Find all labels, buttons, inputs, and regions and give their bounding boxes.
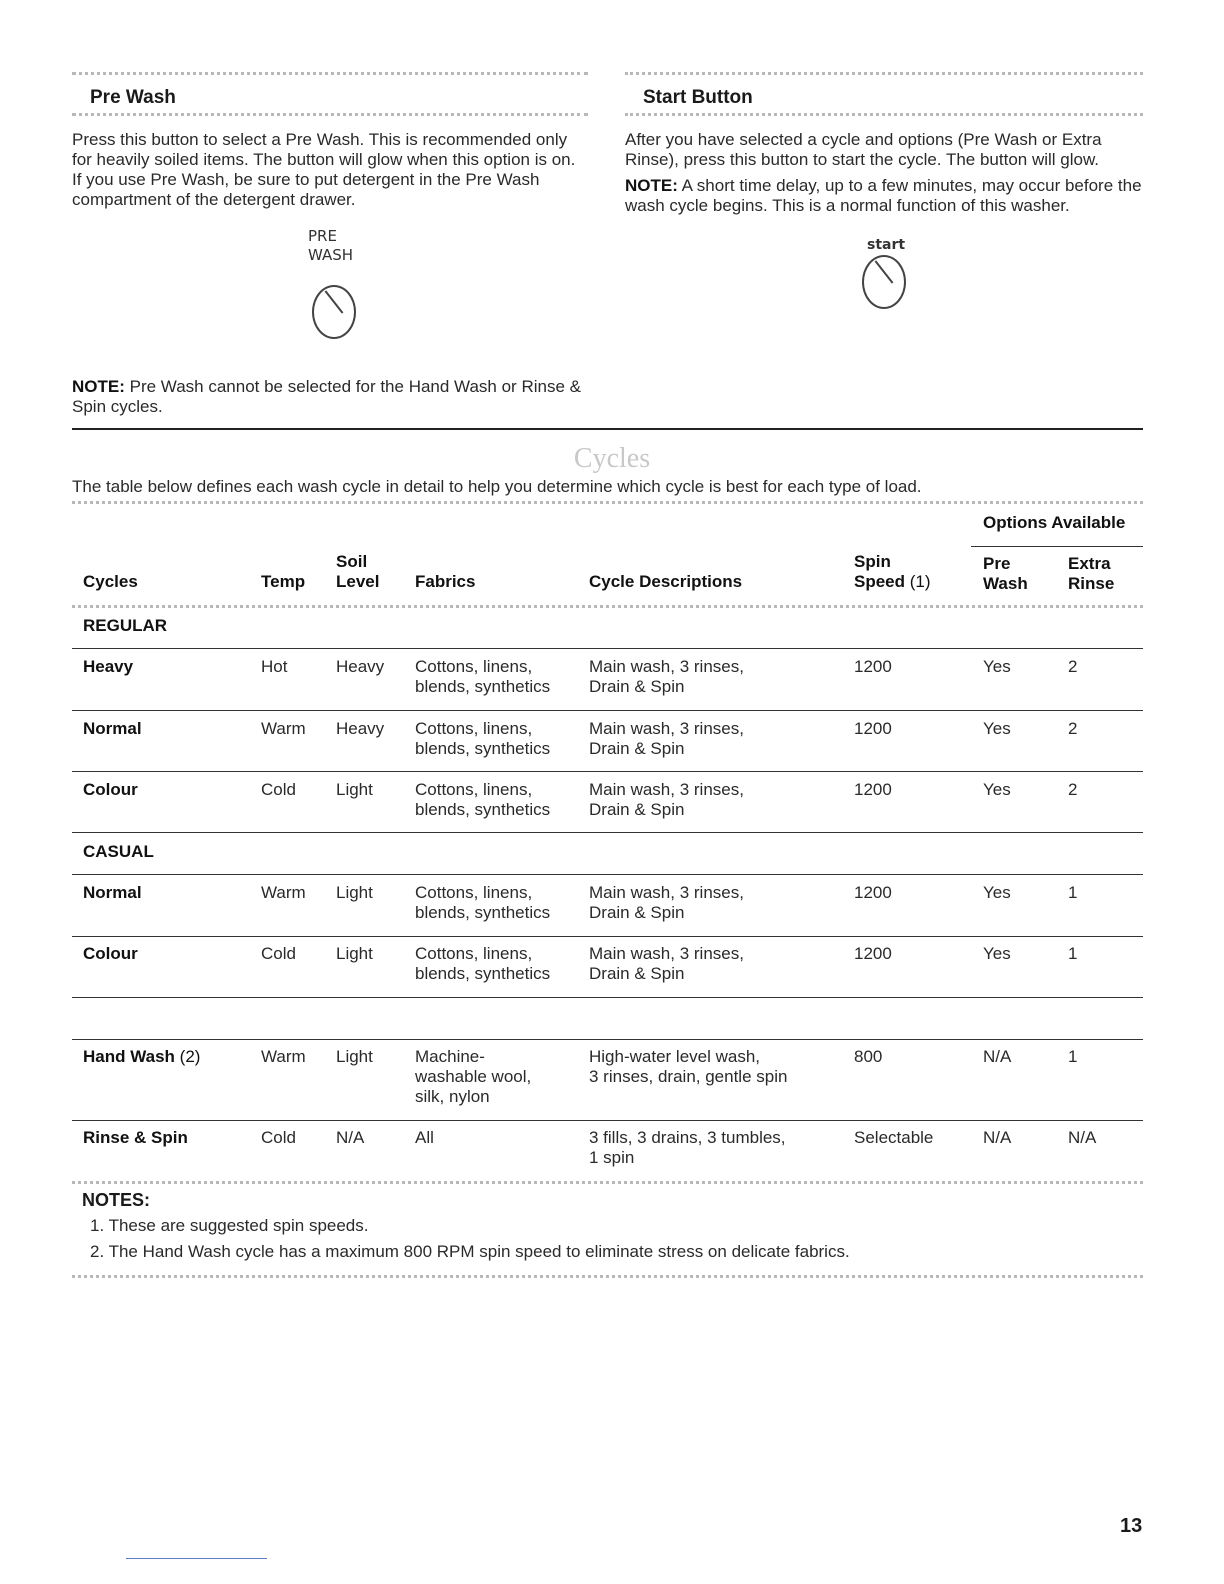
header-extra-rinse: Extra Rinse	[1068, 554, 1115, 593]
footer-link-underline	[126, 1558, 267, 1559]
pre-wash-button-label: PRE WASH	[308, 227, 354, 264]
row-regular-normal-extra-rinse: 2	[1068, 719, 1078, 738]
row-casual-normal-spin: 1200	[854, 883, 892, 902]
start-button-label: start	[867, 237, 906, 253]
row-casual-normal-temp: Warm	[261, 883, 306, 902]
header-temp: Temp	[261, 572, 306, 591]
cycles-title: Cycles	[573, 443, 651, 474]
start-button-description: After you have selected a cycle and options (Pre Wash or Extra Rinse), press this button to start the cycle. The button will glow.	[625, 130, 1102, 169]
row-divider	[72, 936, 1143, 937]
row-regular-normal-fabrics: Cottons, linens, blends, synthetics	[415, 719, 551, 758]
header-pre-wash: Pre Wash	[983, 554, 1028, 593]
row-casual-normal-fabrics: Cottons, linens, blends, synthetics	[415, 883, 551, 922]
page-number: 13	[1120, 1515, 1143, 1537]
row-hand-wash-soil: Light	[336, 1047, 373, 1066]
table-bottom-divider	[72, 1181, 1143, 1184]
header-fabrics: Fabrics	[415, 572, 476, 591]
row-regular-colour-extra-rinse: 2	[1068, 780, 1078, 799]
note-item: 2. The Hand Wash cycle has a maximum 800 RPM spin speed to eliminate stress on delicate fabrics.	[90, 1242, 850, 1261]
pre-wash-section	[72, 72, 588, 417]
row-hand-wash-extra-rinse: 1	[1068, 1047, 1078, 1066]
row-rinse-spin-spin: Selectable	[854, 1128, 934, 1147]
row-divider	[72, 771, 1143, 772]
row-regular-normal-soil: Heavy	[336, 719, 385, 738]
start-button-icon[interactable]	[862, 255, 906, 309]
row-regular-colour-fabrics: Cottons, linens, blends, synthetics	[415, 780, 551, 819]
row-rinse-spin-soil: N/A	[336, 1128, 365, 1147]
section-divider	[72, 113, 588, 116]
start-button-title: Start Button	[643, 87, 753, 108]
row-hand-wash-spin: 800	[854, 1047, 883, 1066]
row-heavy-spin: 1200	[854, 657, 892, 676]
row-regular-colour-temp: Cold	[261, 780, 296, 799]
row-divider	[72, 874, 1143, 875]
row-heavy-pre-wash: Yes	[983, 657, 1011, 676]
header-cycle-descriptions: Cycle Descriptions	[589, 572, 743, 591]
row-heavy-extra-rinse: 2	[1068, 657, 1078, 676]
row-heavy-description: Main wash, 3 rinses, Drain & Spin	[589, 657, 744, 696]
section-divider	[625, 113, 1143, 116]
row-casual-colour-cycle: Colour	[83, 944, 138, 963]
note-item: 1. These are suggested spin speeds.	[90, 1216, 369, 1235]
row-hand-wash-description: High-water level wash, 3 rinses, drain, gentle spin	[589, 1047, 788, 1086]
row-divider	[72, 648, 1143, 649]
row-casual-normal-description: Main wash, 3 rinses, Drain & Spin	[589, 883, 744, 922]
row-divider	[72, 832, 1143, 833]
row-heavy-cycle: Heavy	[83, 657, 134, 676]
row-hand-wash-cycle: Hand Wash (2)	[83, 1047, 201, 1066]
pre-wash-title: Pre Wash	[90, 87, 176, 108]
row-divider	[72, 1039, 1143, 1040]
row-heavy-temp: Hot	[261, 657, 288, 676]
group-regular: REGULAR	[83, 616, 168, 635]
pre-wash-note: NOTE: Pre Wash cannot be selected for the Hand Wash or Rinse & Spin cycles.	[72, 377, 581, 416]
row-regular-normal-temp: Warm	[261, 719, 306, 738]
row-regular-colour-spin: 1200	[854, 780, 892, 799]
pre-wash-description: Press this button to select a Pre Wash. This is recommended only for heavily soiled items. The button will glow when this option is on. If you use Pre Wash, be sure to put detergent in the Pre Wash compartment of the detergent drawer.	[72, 130, 576, 209]
row-regular-normal-description: Main wash, 3 rinses, Drain & Spin	[589, 719, 744, 758]
row-regular-colour-description: Main wash, 3 rinses, Drain & Spin	[589, 780, 744, 819]
row-divider	[72, 710, 1143, 711]
row-divider	[72, 1120, 1143, 1121]
cycles-intro: The table below defines each wash cycle in detail to help you determine which cycle is best for each type of load.	[72, 477, 922, 496]
row-hand-wash-pre-wash: N/A	[983, 1047, 1012, 1066]
start-button-note: NOTE: A short time delay, up to a few minutes, may occur before the wash cycle begins. This is a normal function of this washer.	[625, 176, 1142, 215]
row-casual-normal-soil: Light	[336, 883, 373, 902]
row-casual-normal-extra-rinse: 1	[1068, 883, 1078, 902]
row-rinse-spin-temp: Cold	[261, 1128, 296, 1147]
row-casual-colour-temp: Cold	[261, 944, 296, 963]
pre-wash-button-icon[interactable]	[312, 285, 356, 339]
section-rule	[72, 428, 1143, 430]
row-rinse-spin-cycle: Rinse & Spin	[83, 1128, 188, 1147]
row-casual-normal-pre-wash: Yes	[983, 883, 1011, 902]
row-regular-colour-pre-wash: Yes	[983, 780, 1011, 799]
row-casual-colour-description: Main wash, 3 rinses, Drain & Spin	[589, 944, 744, 983]
row-rinse-spin-description: 3 fills, 3 drains, 3 tumbles, 1 spin	[589, 1128, 786, 1167]
options-header-rule	[971, 546, 1143, 547]
row-rinse-spin-extra-rinse: N/A	[1068, 1128, 1097, 1147]
row-heavy-soil: Heavy	[336, 657, 385, 676]
start-button-section	[625, 72, 1143, 255]
row-regular-colour-cycle: Colour	[83, 780, 138, 799]
row-divider	[72, 997, 1143, 998]
options-available-header: Options Available	[983, 513, 1126, 532]
header-spin-speed: Spin Speed (1)	[854, 552, 931, 591]
row-rinse-spin-fabrics: All	[415, 1128, 434, 1147]
row-casual-colour-extra-rinse: 1	[1068, 944, 1078, 963]
notes-divider	[72, 1275, 1143, 1278]
row-heavy-fabrics: Cottons, linens, blends, synthetics	[415, 657, 551, 696]
row-hand-wash-temp: Warm	[261, 1047, 306, 1066]
table-top-divider	[72, 501, 1143, 504]
row-regular-normal-cycle: Normal	[83, 719, 142, 738]
row-regular-normal-pre-wash: Yes	[983, 719, 1011, 738]
row-casual-colour-spin: 1200	[854, 944, 892, 963]
row-regular-normal-spin: 1200	[854, 719, 892, 738]
row-rinse-spin-pre-wash: N/A	[983, 1128, 1012, 1147]
row-hand-wash-fabrics: Machine- washable wool, silk, nylon	[415, 1047, 532, 1106]
notes-title: NOTES:	[82, 1190, 151, 1210]
row-casual-colour-pre-wash: Yes	[983, 944, 1011, 963]
group-casual: CASUAL	[83, 842, 154, 861]
header-soil-level: Soil Level	[336, 552, 380, 591]
header-cycles: Cycles	[83, 572, 138, 591]
header-divider	[72, 605, 1143, 608]
row-casual-colour-fabrics: Cottons, linens, blends, synthetics	[415, 944, 551, 983]
row-regular-colour-soil: Light	[336, 780, 373, 799]
row-casual-normal-cycle: Normal	[83, 883, 142, 902]
row-casual-colour-soil: Light	[336, 944, 373, 963]
